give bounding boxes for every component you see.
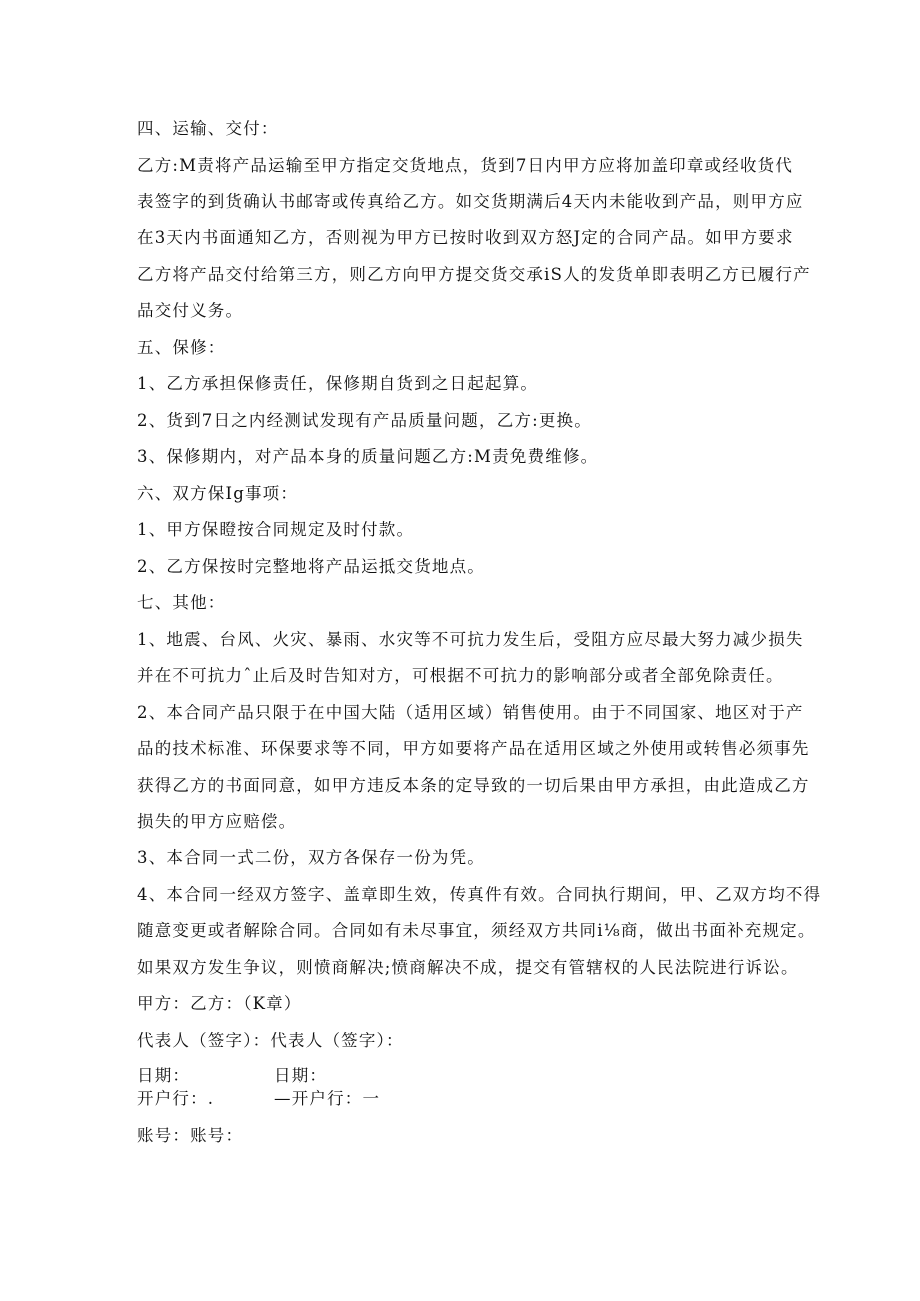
paragraph-line: 3、本合同一式二份，双方各保存一份为凭。 xyxy=(137,848,485,867)
paragraph-line: 获得乙方的书面同意，如甲方违反本条的定导致的一切后果由甲方承担，由此造成乙方 xyxy=(137,776,810,795)
paragraph-line: 品的技术标准、环保要求等不同，甲方如要将产品在适用区域之外使用或转售必须事先 xyxy=(137,739,810,758)
paragraph-line: 1、地震、台风、火灾、暴雨、水灾等不可抗力发生后，受阻方应尽最大努力减少损失 xyxy=(137,630,804,649)
paragraph-line: 乙方将产品交付给第三方，则乙方向甲方提交货交承iS人的发货单即表明乙方已履行产 xyxy=(137,265,811,284)
paragraph-line: 随意变更或者解除合同。合同如有未尽事宜，须经双方共同i⅛商，做出书面补充规定。 xyxy=(137,921,816,940)
signature-parties: 甲方：乙方：（K章） xyxy=(137,994,302,1013)
list-item: 3、保修期内，对产品本身的质量问题乙方:M责免费维修。 xyxy=(137,447,599,466)
paragraph-line: 并在不可抗力ˆ止后及时告知对方，可根据不可抗力的影响部分或者全部免除责任。 xyxy=(137,666,784,685)
signature-bank-b: —开户行：一 xyxy=(274,1089,381,1108)
section-5-heading: 五、保修： xyxy=(137,338,226,357)
section-4-heading: 四、运输、交付： xyxy=(137,119,279,138)
list-item: 1、乙方承担保修责任，保修期自货到之日起起算。 xyxy=(137,374,539,393)
paragraph-line: 2、本合同产品只限于在中国大陆（适用区域）销售使用。由于不同国家、地区对于产 xyxy=(137,703,804,722)
paragraph-line: 乙方:M责将产品运输至甲方指定交货地点，货到7日内甲方应将加盖印章或经收货代 xyxy=(137,156,794,175)
paragraph-line: 4、本合同一经双方签字、盖章即生效，传真件有效。合同执行期间，甲、乙双方均不得 xyxy=(137,885,822,904)
paragraph-line: 在3天内书面通知乙方，否则视为甲方已按时收到双方怒J定的合同产品。如甲方要求 xyxy=(137,228,794,247)
list-item: 2、货到7日之内经测试发现有产品质量问题，乙方:更换。 xyxy=(137,411,592,430)
section-6-heading: 六、双方保Ig事项： xyxy=(137,484,299,503)
signature-accounts: 账号：账号： xyxy=(137,1126,244,1145)
paragraph-line: 品交付义务。 xyxy=(137,301,244,320)
signature-date-b: 日期： xyxy=(274,1066,328,1085)
signature-date-a: 日期： xyxy=(137,1066,191,1085)
paragraph-line: 表签字的到货确认书邮寄或传真给乙方。如交货期满后4天内未能收到产品，则甲方应 xyxy=(137,192,804,211)
section-7-heading: 七、其他： xyxy=(137,593,226,612)
signature-representatives: 代表人（签字）：代表人（签字）： xyxy=(137,1031,404,1050)
list-item: 1、甲方保瞪按合同规定及时付款。 xyxy=(137,520,415,539)
paragraph-line: 如果双方发生争议，则愤商解决;愤商解决不成，提交有管辖权的人民法院进行诉讼。 xyxy=(137,958,799,977)
paragraph-line: 损失的甲方应赔偿。 xyxy=(137,812,297,831)
list-item: 2、乙方保按时完整地将产品运抵交货地点。 xyxy=(137,557,485,576)
signature-bank-a: 开户行：. xyxy=(137,1089,215,1108)
